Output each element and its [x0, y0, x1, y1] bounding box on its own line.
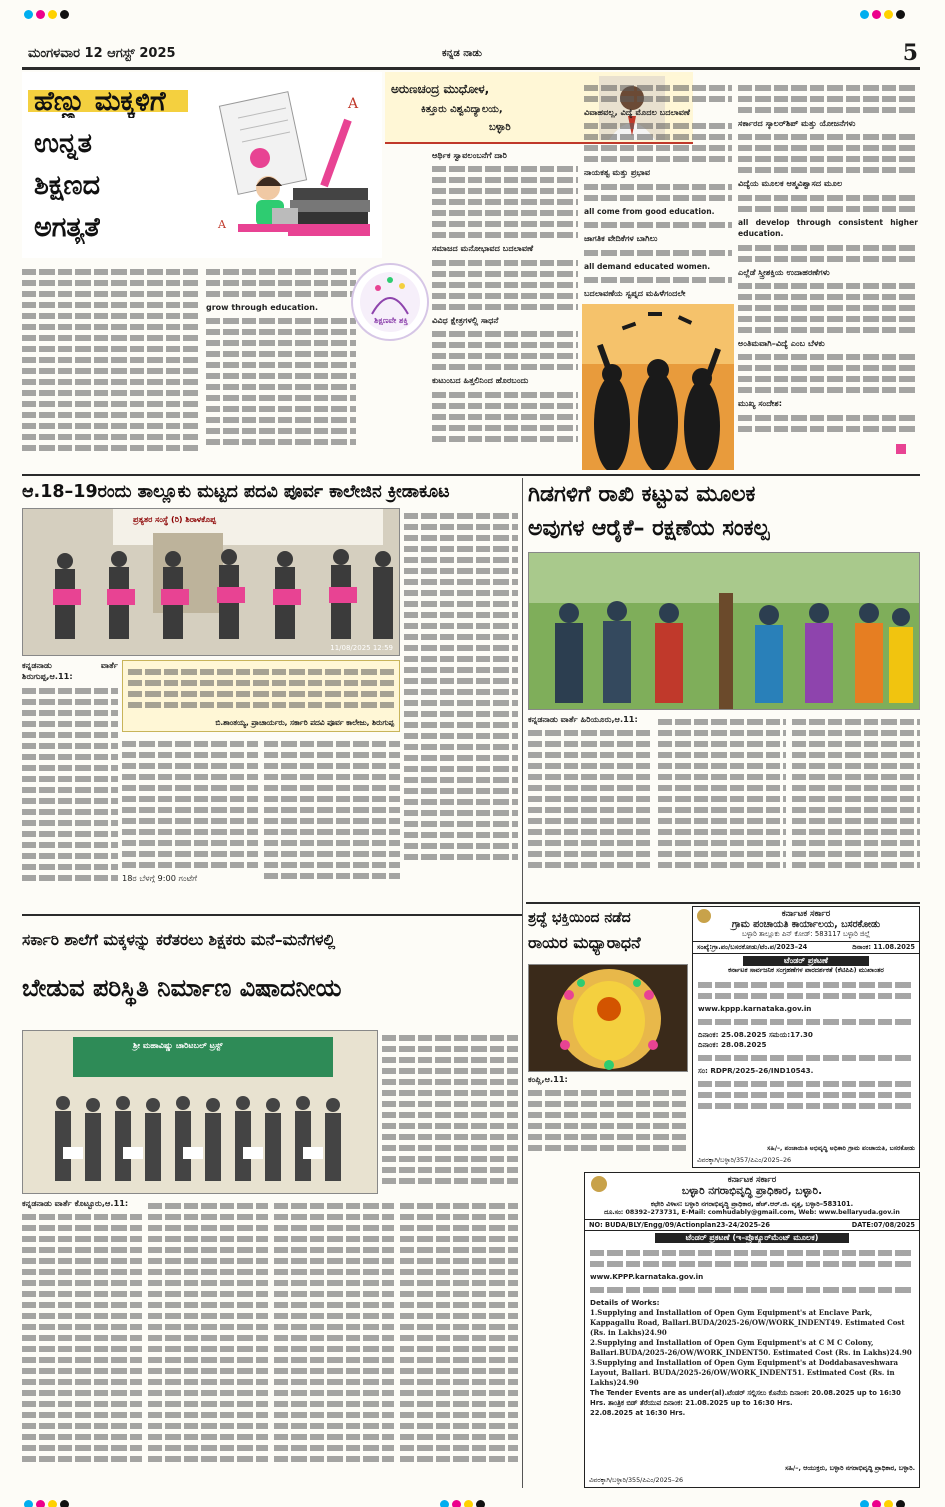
subhead-col4-1: ಸರ್ಕಾರದ ಸ್ಕಾಲರ್‌ಶಿಪ್ ಮತ್ತು ಯೋಜನೆಗಳು — [738, 118, 856, 128]
subhead-col2-4: ಕುಟುಂಬದ ಹಿತ್ತಲಿನಿಂದ ಹೊರಬಂದು — [432, 375, 529, 386]
svg-text:A: A — [348, 96, 359, 112]
tender1-sub: ಬಳ್ಳಾರಿ ತಾಲ್ಲೂಕು ಪಿನ್ ಕೋಡ್: 583117 ಬಳ್ಳಾರಿ ಜಿಲ್ಲೆ — [742, 930, 870, 938]
feature-text-col3 — [584, 80, 732, 300]
headline-line-1: ಹೆಣ್ಣು ಮಕ್ಕಳಿಗೆ — [34, 86, 166, 117]
subhead-col4-2: ವಿದ್ಯೆಯ ಮೂಲಕ ಆತ್ಮವಿಶ್ವಾಸದ ಮೂಲ — [738, 178, 843, 189]
school-text-col3 — [274, 1198, 394, 1490]
rakhi-photo — [528, 552, 920, 710]
feature-panel — [22, 72, 920, 472]
tender2-footer-ref: ವಿವರಕ್ಕಾಗಿ/ಬಳ್ಳಾರಿ/355/ಪಿಎಂ/2025–26 — [589, 1476, 684, 1484]
tender1-gov: ಕರ್ನಾಟಕ ಸರ್ಕಾರ — [781, 909, 831, 919]
tender2-notice-title: ಟೆಂಡರ್ ಪ್ರಕಟಣೆ (ಇ–ಪ್ರೊಕ್ಯೂರ್‌ಮೆಂಟ್ ಮೂಲಕ) — [655, 1233, 849, 1243]
aradhane-headline-line-1: ಶ್ರದ್ಧೆ ಭಕ್ತಿಯಿಂದ ನಡೆದ — [528, 910, 631, 926]
registration-dots-bottom-left — [24, 1494, 72, 1507]
tender2-body — [585, 1243, 919, 1420]
rakhi-dateline: ಕನ್ನಡನಾಡು ವಾರ್ತೆ ಹಿರಿಯೂರು,ಆ.11: — [528, 714, 638, 724]
subhead-col4-3: ಎಲ್ಲೆಡೆ ಸ್ತ್ರೀಶಕ್ತಿಯ ಉದಾಹರಣೆಗಳು — [738, 266, 830, 277]
aradhane-headline-line-2: ರಾಯರ ಮಧ್ಯಾರಾಧನೆ — [528, 933, 641, 952]
school-text-col2 — [148, 1198, 268, 1490]
tender1-portal: www.kppp.karnataka.gov.in — [698, 1004, 812, 1013]
tender1-signature: ಸಹಿ/–, ಪಂಚಾಯಿತಿ ಅಭಿವೃದ್ಧಿ ಅಧಿಕಾರಿ ಗ್ರಾಮ ಪಂಚಾಯತಿ, ಬಸರಕೋಡು — [767, 1145, 915, 1152]
subhead-col3-4: ಬದಲಾವಣೆಯ ಸ್ವಪ್ನದ ಮಹಿಳೆಗಂದಲೇ — [584, 288, 686, 299]
english-phrase-1: grow through education. — [206, 303, 318, 312]
header-date: ಮಂಗಳವಾರ 12 ಆಗಸ್ಟ್ 2025 — [28, 46, 176, 61]
tender2-date: DATE:07/08/2025 — [851, 1221, 915, 1229]
rakhi-text-col1 — [528, 714, 652, 900]
english-phrase-3: all come from good education. — [584, 206, 715, 216]
tender1-notice-title: ಟೆಂಡರ್ ಪ್ರಕಟಣೆ — [743, 956, 869, 966]
section-rule-1 — [22, 474, 920, 476]
school-headline — [22, 918, 522, 1026]
tender1-notice-sub: ಕರ್ನಾಟಕ ಸಾರ್ವಜನಿಕ ಸಂಗ್ರಹಣೆಗಳ ಪಾರದರ್ಶಕತೆ (ಕೆಟಿಪಿಪಿ) ಮುಖಾಂತರ — [728, 966, 884, 974]
rakhi-headline-line-2: ಅವುಗಳ ಆರೈಕೆ– ರಕ್ಷಣೆಯ ಸಂಕಲ್ಪ — [528, 516, 770, 541]
tender-notice-2 — [584, 1172, 920, 1488]
subhead-col2-2: ಸಮಾಜದ ಮನೋಭಾವದ ಬದಲಾವಣೆ — [432, 243, 534, 254]
tender2-phone: ದೂ.ಸಂ: 08392–273731, E-Mail: comhudably@gmail.com, Web: www.bellaryuda.gov.in — [604, 1209, 900, 1216]
registration-dots-bottom-right — [860, 1494, 908, 1507]
subhead-col4-4: ಅಂತಿಮವಾಗಿ–ವಿದ್ಯೆ ಎಂಬ ಬೆಳಕು — [738, 338, 825, 349]
sports-headline — [22, 478, 518, 506]
school-banner-text: ಶ್ರೀ ಮಹಾವಿಷ್ಣು ಚಾರಿಟಬಲ್ ಟ್ರಸ್ಟ್ — [133, 1041, 223, 1050]
headline-line-3: ಶಿಕ್ಷಣದ — [34, 170, 101, 201]
education-logo — [350, 262, 430, 342]
tender2-signature: ಸಹಿ/–, ಆಯುಕ್ತರು, ಬಳ್ಳಾರಿ ನಗರಾಭಿವೃದ್ಧಿ ಪ್ರಾಧಿಕಾರ, ಬಳ್ಳಾರಿ. — [785, 1464, 915, 1472]
page-header — [22, 40, 920, 66]
author-name: ಅರುಣಚಂದ್ರ ಮುಧೋಳ, — [391, 82, 490, 96]
school-dateline: ಕನ್ನಡನಾಡು ವಾರ್ತೆ ಕೊಟ್ಟೂರು,ಆ.11: — [22, 1198, 129, 1208]
feature-text-col1 — [22, 264, 198, 472]
feature-headline-box — [22, 72, 382, 258]
tender2-no: NO: BUDA/BLY/Engg/09/Actionplan23-24/2025-26 — [589, 1221, 770, 1229]
aradhane-dateline: ಕಂಪ್ಲಿ,ಆ.11: — [528, 1074, 568, 1084]
headline-line-4: ಅಗತ್ಯತೆ — [34, 212, 100, 243]
logo-text: ಶಿಕ್ಷಣವೇ ಶಕ್ತಿ — [374, 316, 408, 325]
subhead-col3-3: ಜಾಗತಿಕ ವೇದಿಕೆಗಳ ಬಾಗಿಲು — [584, 233, 658, 244]
paper-name: ಕನ್ನಡ ನಾಡು — [442, 48, 482, 59]
tender2-schedule: The Tender Events are as under(al).ಟೆಂಡರ್ ಸಲ್ಲಿಸಲು ಕೊನೆಯ ದಿನಾಂಕ: 20.08.2025 up to 16:30 Hrs. ತಾಂತ್ರಿಕ ಬಿಡ್ ತೆರೆಯುವ ದಿನಾಂಕ: 21.08.2025 up to 16:30 Hrs. — [590, 1389, 901, 1407]
school-text-col4 — [400, 1198, 518, 1490]
rakhi-headline — [528, 478, 920, 548]
tender2-details-title: Details of Works: — [590, 1298, 660, 1307]
registration-dots-top — [24, 4, 72, 23]
sports-photo — [22, 508, 400, 656]
rakhi-text-col3 — [792, 714, 920, 900]
sports-quote-box — [122, 660, 400, 732]
tender2-work-2: 2.Supplying and Installation of Open Gym Equipment's at C M C Colony, Ballari.BUDA/2025-26/OW/WORK_INDENT50. Estimated Cost (Rs. in Lakhs)24.90 — [590, 1338, 912, 1357]
tender2-address: ಕಛೇರಿ ವಿಳಾಸ: ಬಳ್ಳಾರಿ ನಗರಾಭಿವೃದ್ಧಿ ಪ್ರಾಧಿಕಾರ, ಹೆಚ್.ಆರ್.ಜಿ. ವೃತ್ತ, ಬಳ್ಳಾರಿ–583101. — [650, 1200, 854, 1208]
tender1-body — [693, 975, 919, 1116]
rakhi-bottom-rule — [526, 902, 920, 904]
sports-text-col-right — [404, 508, 518, 910]
sports-dateline: ಕನ್ನಡನಾಡು ವಾರ್ತೆ ಶಿರುಗುಪ್ಪ,ಆ.11: — [22, 660, 118, 682]
subhead-col2-1: ಆರ್ಥಿಕ ಸ್ವಾವಲಂಬನೆಗೆ ದಾರಿ — [432, 150, 507, 160]
tender1-ref: ಸಂಖ್ಯೆ:ಗ್ರಾ.ಪಂ/ಬಸರಕೋಡು/ಟೆಂ.ಪ/2023–24 — [697, 943, 808, 951]
sports-text-col2 — [122, 736, 258, 910]
tender2-office: ಬಳ್ಳಾರಿ ನಗರಾಭಿವೃದ್ಧಿ ಪ್ರಾಧಿಕಾರ, ಬಳ್ಳಾರಿ. — [681, 1185, 823, 1197]
school-headline-line-1: ಸರ್ಕಾರಿ ಶಾಲೆಗೆ ಮಕ್ಕಳನ್ನು ಕರೆತರಲು ಶಿಕ್ಷಕರು ಮನೆ–ಮನೆಗಳಲ್ಲಿ — [22, 931, 336, 949]
school-headline-line-2: ಬೇಡುವ ಪರಿಸ್ಥಿತಿ ನಿರ್ಮಾಣ ವಿಷಾದನೀಯ — [22, 974, 342, 1002]
tender1-date: ದಿನಾಂಕ: 11.08.2025 — [852, 943, 915, 951]
sports-text-col1 — [22, 660, 118, 910]
sports-text-col3 — [264, 736, 400, 910]
aradhane-photo — [528, 964, 688, 1072]
tender1-emblem — [697, 909, 711, 923]
rakhi-headline-line-1: ಗಿಡಗಳಿಗೆ ರಾಖಿ ಕಟ್ಟುವ ಮೂಲಕ — [528, 482, 756, 507]
tender1-date1: ದಿನಾಂಕ: 25.08.2025 ಸಮಯ:17.30 — [698, 1030, 813, 1039]
page-number: 5 — [902, 40, 918, 66]
aradhane-text — [528, 1074, 688, 1164]
tender-notice-1 — [692, 906, 920, 1168]
feature-text-col2 — [432, 150, 578, 472]
aradhane-headline — [528, 906, 688, 962]
section-rule-2 — [22, 914, 522, 916]
headline-line-2: ಉನ್ನತ — [34, 128, 92, 159]
sports-headline-text: ಆ.18–19ರಂದು ತಾಲ್ಲೂಕು ಮಟ್ಟದ ಪದವಿ ಪೂರ್ವ ಕಾಲೇಜಿನ ಕ್ರೀಡಾಕೂಟ — [22, 482, 450, 502]
tender2-emblem — [591, 1176, 607, 1192]
english-phrase-4: all develop through consistent higher education. — [738, 217, 918, 239]
sports-quote-caption: ಬಿ.ಶಾಂತಯ್ಯ, ಪ್ರಾಚಾರ್ಯರು, ಸರ್ಕಾರಿ ಪದವಿ ಪೂರ್ವ ಕಾಲೇಜು, ಶಿರುಗುಪ್ಪ — [215, 718, 394, 727]
tender2-portal: www.KPPP.karnataka.gov.in — [590, 1272, 704, 1281]
column-rule-mid — [522, 478, 523, 1488]
sports-photo-stamp: 11/08/2025 12:59 — [330, 644, 393, 652]
subhead-col3-1: ವಿವಾಹವಲ್ಲ, ವಿದ್ಯೆ ಮೊದಲ ಬದಲಾವಣೆ — [584, 107, 690, 117]
english-phrase-2: all demand educated women. — [584, 261, 711, 271]
sports-time-note: 18ರ ಬೆಳಗ್ಗೆ 9:00 ಗಂಟೆಗೆ — [122, 873, 198, 883]
pink-end-marker — [896, 444, 906, 454]
feature-text-col4 — [738, 80, 918, 470]
author-affiliation: ಕಿತ್ತೂರು ವಿಶ್ವವಿದ್ಯಾಲಯ, — [421, 104, 503, 115]
student-books-illustration — [198, 78, 378, 254]
school-photo — [22, 1030, 378, 1194]
tender1-office: ಗ್ರಾಮ ಪಂಚಾಯತಿ ಕಾರ್ಯಾಲಯ, ಬಸರಕೋಡು — [731, 919, 881, 930]
tender1-date2: ದಿನಾಂಕ: 28.08.2025 — [698, 1040, 767, 1049]
sports-banner-text: ಪ್ರತ್ಯತರ ಸಂಸ್ಥೆ (ರಿ) ಶಿರಾಳಕೊಪ್ಪ — [133, 515, 216, 524]
tender2-gov: ಕರ್ನಾಟಕ ಸರ್ಕಾರ — [727, 1175, 777, 1185]
tender1-ref-no: ಸಂ: RDPR/2025-26/IND10543. — [698, 1066, 814, 1075]
author-place: ಬಳ್ಳಾರಿ — [489, 122, 511, 133]
tender2-work-1: 1.Supplying and Installation of Open Gym Equipment's at Enclave Park, Kappagallu Road, Ballari.BUDA/2025-26/OW/WORK_INDENT49. Estimated Cost (Rs. in Lakhs)24.90 — [590, 1308, 905, 1337]
school-text-col1 — [22, 1198, 142, 1490]
school-text-right — [382, 1030, 518, 1194]
graduates-silhouette — [582, 304, 734, 470]
feature-text-col1b — [206, 264, 356, 472]
tender1-footer-ref: ವಿವರಕ್ಕಾಗಿ/ಬಳ್ಳಾರಿ/357/ಪಿಎಂ/2025–26 — [697, 1156, 792, 1164]
subhead-col3-2: ನಾಯಕತ್ವ ಮತ್ತು ಪ್ರಭಾವ — [584, 167, 651, 178]
rakhi-text-col2 — [658, 714, 786, 900]
header-rule — [22, 67, 920, 70]
registration-dots-bottom-mid — [440, 1494, 488, 1507]
subhead-col2-3: ವಿವಿಧ ಕ್ಷೇತ್ರಗಳಲ್ಲಿ ಸಾಧನೆ — [432, 314, 499, 325]
tender2-open-date: 22.08.2025 at 16:30 Hrs. — [590, 1409, 686, 1417]
svg-text:A: A — [218, 218, 226, 231]
tender2-work-3: 3.Supplying and Installation of Open Gym Equipment's at Doddabasaveshwara Layout, Ballari. BUDA/2025-26/OW/WORK_INDENT51. Estimated Cost (Rs. in Lakhs)24.90 — [590, 1358, 899, 1387]
registration-dots-top-right — [860, 4, 908, 23]
subhead-col4-5: ಮುಖ್ಯ ಸಂದೇಶ: — [738, 398, 783, 409]
